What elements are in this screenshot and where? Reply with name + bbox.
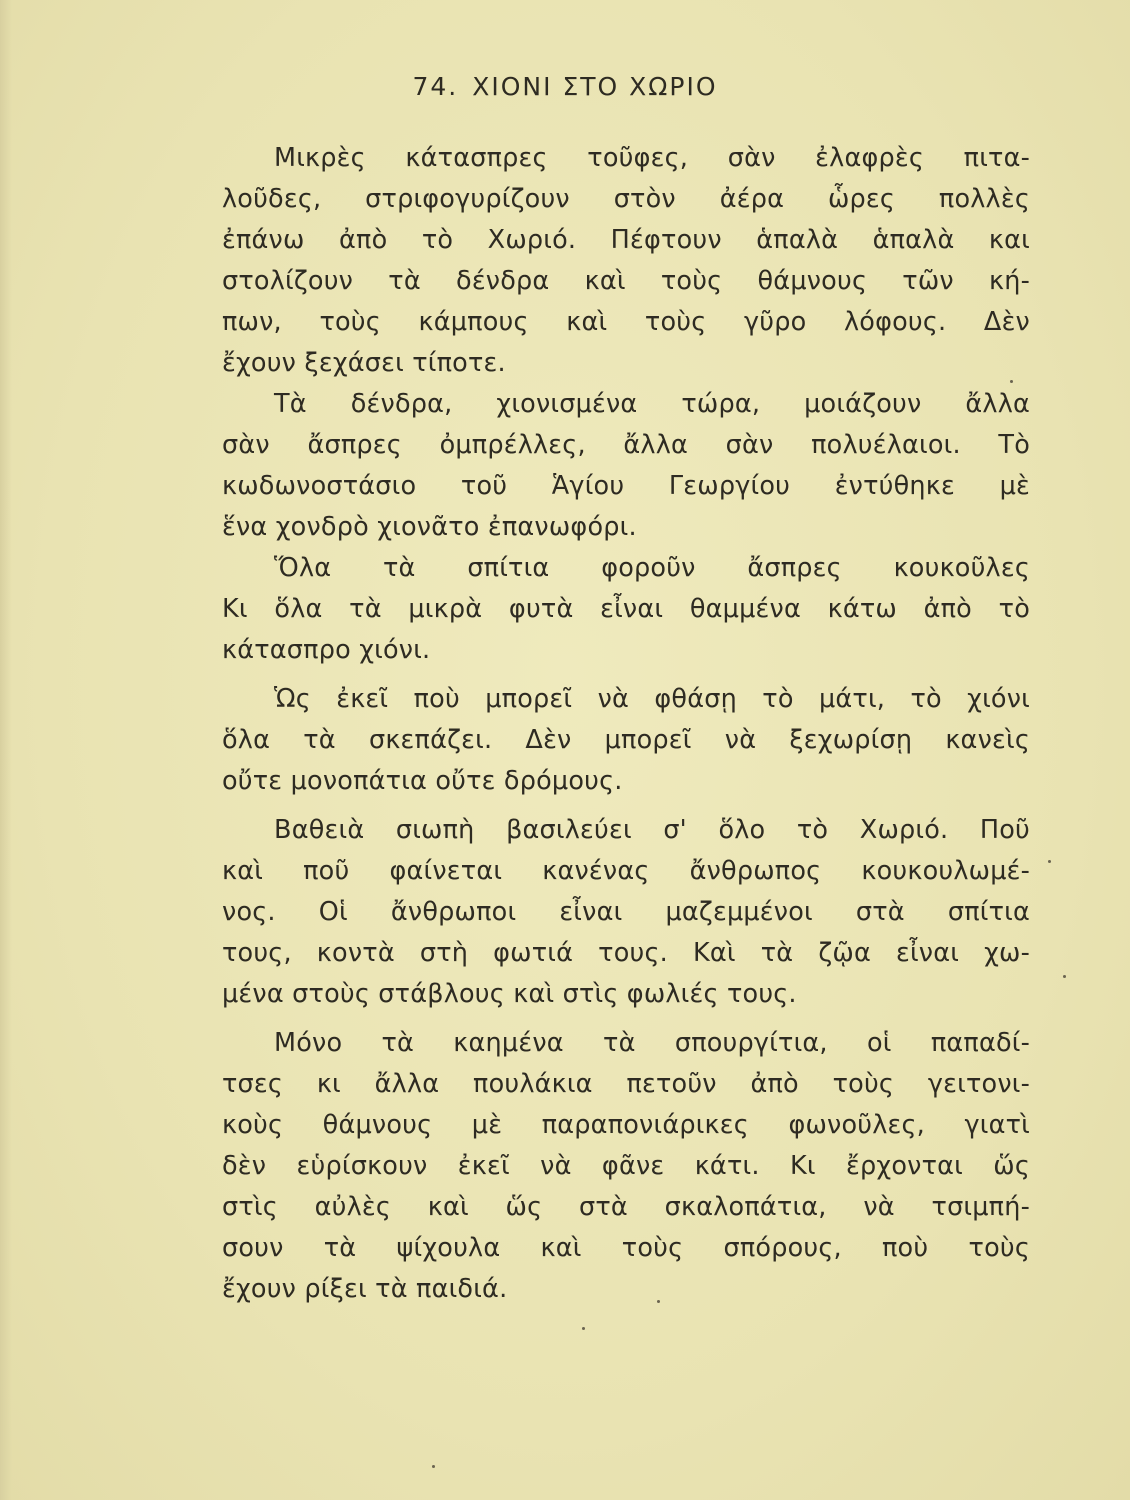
text-line: ἔχουν ρίξει τὰ παιδιά. bbox=[222, 1274, 508, 1304]
text-line: Ὅλα τὰ σπίτια φοροῦν ἄσπρες κουκοῦλες bbox=[274, 553, 1030, 583]
paper-speck bbox=[1010, 380, 1013, 383]
text-line: καὶ ποῦ φαίνεται κανένας ἄνθρωπος κουκουλωμέ- bbox=[222, 856, 1030, 886]
text-line: τσες κι ἄλλα πουλάκια πετοῦν ἀπὸ τοὺς γειτονι- bbox=[222, 1069, 1030, 1099]
text-line: Ὡς ἐκεῖ ποὺ μπορεῖ νὰ φθάσῃ τὸ μάτι, τὸ χιόνι bbox=[274, 684, 1030, 714]
page-heading bbox=[0, 72, 1130, 101]
text-line: ἐπάνω ἀπὸ τὸ Χωριό. Πέφτουν ἁπαλὰ ἁπαλὰ και bbox=[222, 225, 1030, 255]
chapter-title: ΧΙΟΝΙ ΣΤΟ ΧΩΡΙΟ bbox=[472, 72, 718, 101]
text-line: ἕνα χονδρὸ χιονᾶτο ἐπανωφόρι. bbox=[222, 512, 637, 542]
text-line: Μικρὲς κάτασπρες τοῦφες, σὰν ἐλαφρὲς πιτα- bbox=[274, 143, 1030, 173]
paper-speck bbox=[1048, 860, 1051, 863]
text-line: στὶς αὐλὲς καὶ ὥς στὰ σκαλοπάτια, νὰ τσιμπή- bbox=[222, 1192, 1030, 1222]
text-line: νος. Οἱ ἄνθρωποι εἶναι μαζεμμένοι στὰ σπίτια bbox=[222, 897, 1030, 927]
text-line: ἔχουν ξεχάσει τίποτε. bbox=[222, 348, 506, 378]
text-line: ὅλα τὰ σκεπάζει. Δὲν μπορεῖ νὰ ξεχωρίσῃ κανεὶς bbox=[222, 725, 1030, 755]
page-number: 74. bbox=[412, 72, 459, 101]
text-line: σουν τὰ ψίχουλα καὶ τοὺς σπόρους, ποὺ τοὺς bbox=[222, 1233, 1030, 1263]
text-line: δὲν εὑρίσκουν ἐκεῖ νὰ φᾶνε κάτι. Κι ἔρχονται ὥς bbox=[222, 1151, 1030, 1181]
text-line: τους, κοντὰ στὴ φωτιά τους. Καὶ τὰ ζῷα εἶναι χω- bbox=[222, 938, 1030, 968]
paper-speck bbox=[582, 1327, 585, 1330]
text-line: Τὰ δένδρα, χιονισμένα τώρα, μοιάζουν ἄλλα bbox=[274, 389, 1030, 419]
text-line: κάτασπρο χιόνι. bbox=[222, 635, 431, 665]
text-line: οὔτε μονοπάτια οὔτε δρόμους. bbox=[222, 766, 623, 796]
text-line: σὰν ἄσπρες ὀμπρέλλες, ἄλλα σὰν πολυέλαιοι. Τὸ bbox=[222, 430, 1030, 460]
text-line: Κι ὅλα τὰ μικρὰ φυτὰ εἶναι θαμμένα κάτω ἀπὸ τὸ bbox=[222, 594, 1030, 624]
text-line: Μόνο τὰ καημένα τὰ σπουργίτια, οἱ παπαδί- bbox=[274, 1028, 1030, 1058]
paper-speck bbox=[1063, 975, 1066, 978]
paper-speck bbox=[657, 1300, 660, 1303]
text-line: λοῦδες, στριφογυρίζουν στὸν ἀέρα ὧρες πολλὲς bbox=[222, 184, 1030, 214]
text-line: στολίζουν τὰ δένδρα καὶ τοὺς θάμνους τῶν κή- bbox=[222, 266, 1030, 296]
text-line: κωδωνοστάσιο τοῦ Ἁγίου Γεωργίου ἐντύθηκε μὲ bbox=[222, 471, 1030, 501]
text-line: κοὺς θάμνους μὲ παραπονιάρικες φωνοῦλες, γιατὶ bbox=[222, 1110, 1030, 1140]
text-line: πων, τοὺς κάμπους καὶ τοὺς γῦρο λόφους. Δὲν bbox=[222, 307, 1030, 337]
body-text bbox=[222, 138, 1030, 1310]
paper-speck bbox=[432, 1465, 435, 1468]
page-edge-shadow bbox=[0, 0, 12, 1500]
text-line: μένα στοὺς στάβλους καὶ στὶς φωλιές τους. bbox=[222, 979, 797, 1009]
text-line: Βαθειὰ σιωπὴ βασιλεύει σ' ὅλο τὸ Χωριό. Ποῦ bbox=[274, 815, 1030, 845]
